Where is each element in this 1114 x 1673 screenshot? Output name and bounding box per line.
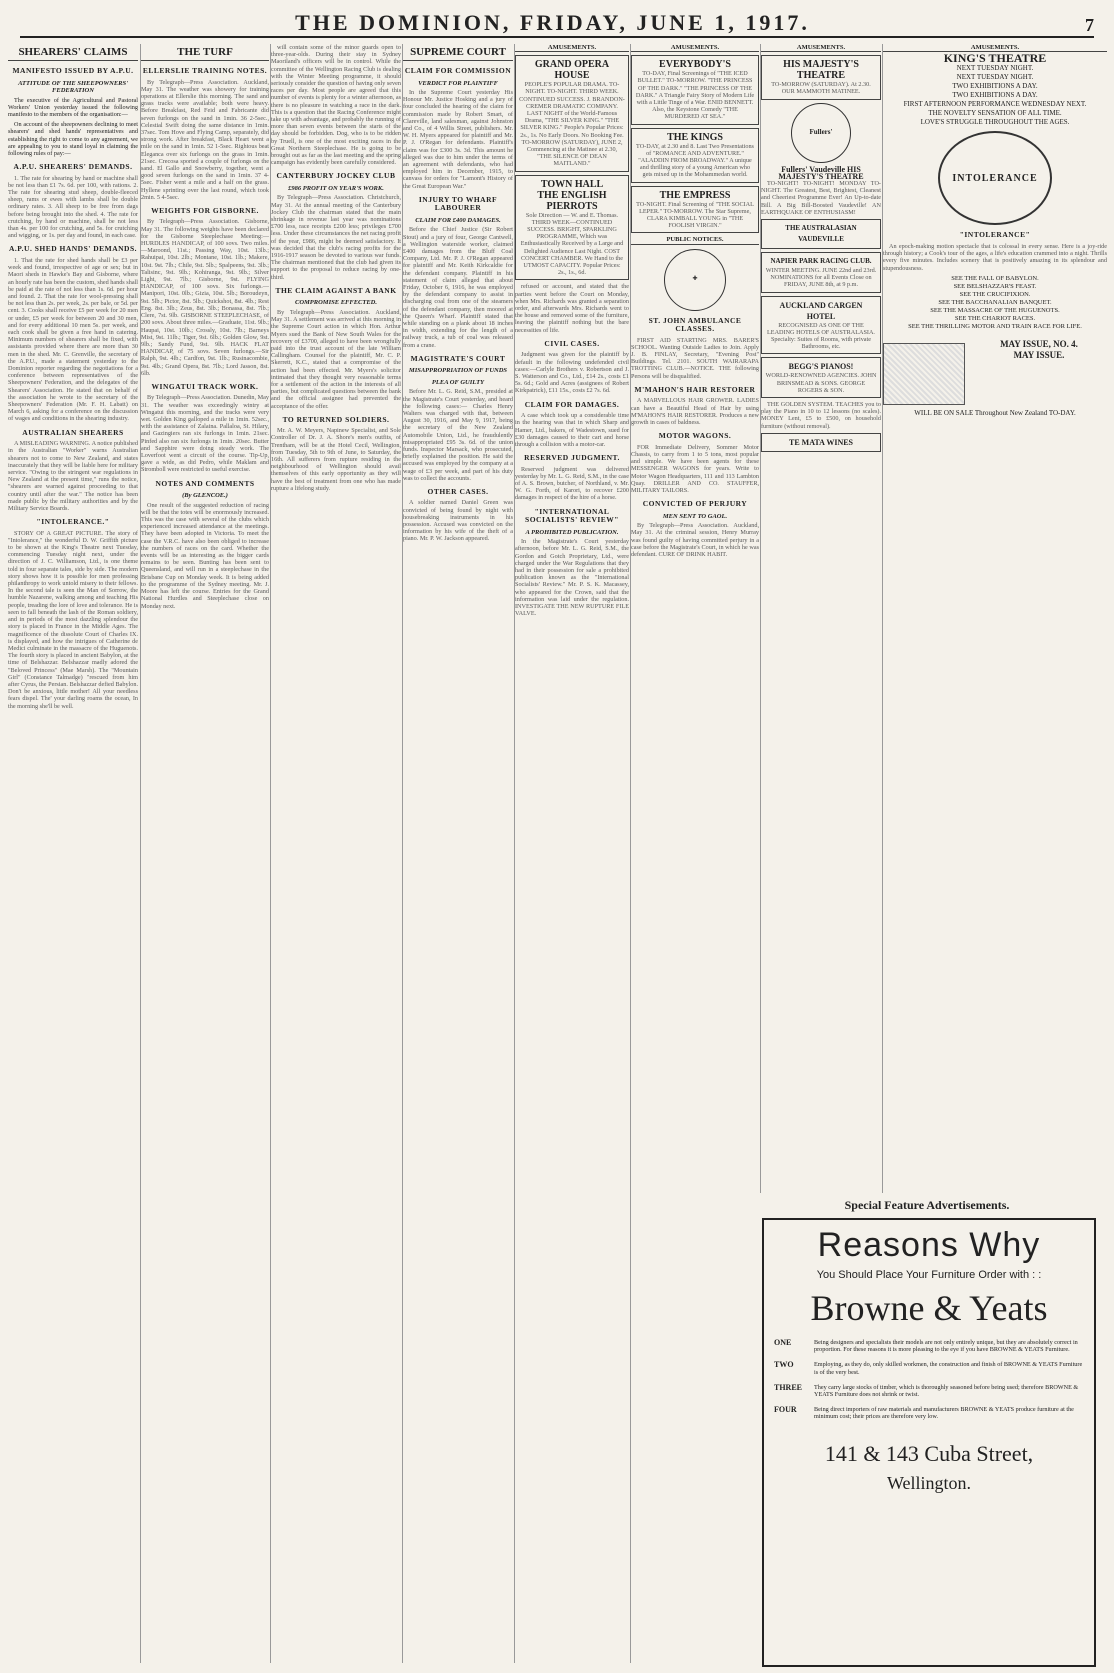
kings-line-2: NEXT TUESDAY NIGHT.	[956, 73, 1034, 82]
kings-line-4: TWO EXHIBITIONS A DAY.	[952, 91, 1038, 100]
kings-line-1: NEXT TUESDAY NIGHT.	[956, 64, 1034, 73]
masthead-title: THE DOMINION, FRIDAY, JUNE 1, 1917.	[295, 10, 810, 35]
body-text: A soldier named Daniel Green was convicted of being found by night with housebreaking instruments in his possession. Accused was convicted on the information by his wife of the theft of a piano. Mr. P. W. Jackson appeared.	[403, 499, 513, 543]
socialists-review: "INTERNATIONAL SOCIALISTS' REVIEW"	[525, 506, 619, 525]
st-john-classes: ST. JOHN AMBULANCE CLASSES.	[648, 315, 742, 334]
gisborne-weights: WEIGHTS FOR GISBORNE.	[151, 205, 259, 215]
glencoe-byline: (By GLENCOE.)	[182, 492, 228, 500]
on-sale: WILL BE ON SALE Throughout New Zealand TO-DAY.	[914, 408, 1076, 417]
ad-text: TO-DAY, at 2.30 and 8. Last Two Presentations of "ROMANCE AND ADVENTURE." "ALADDIN FROM BROADWAY." A unique and thrilling story of a young American who gets mixed up in the Mohammedan world.	[636, 142, 754, 179]
motor-wagons: MOTOR WAGONS.	[658, 431, 732, 441]
body-text: By Telegraph—Press Association. Dunedin, May 31. The weather was exceedingly wintry at Wingatui this morning, and the tracks were very wet. Golden King galloped a mile in 1min. 52sec., with the assistance of Zalaina. Pallaloa, St. Hilary, and Gazingiers ran six furlongs in 1min. 21sec. Pinfed also ran six furlongs in 1min. 20sec. Butter and Sapphire were doing steady work. The Loverfoot went a circuit of the course. Tip-Up, gave a wide, as did Pedro, while Maklam and Stromboll were restricted to useful exercise.	[141, 394, 269, 474]
te-mata-title: TE MATA WINES	[788, 437, 853, 447]
amusements-heading: AMUSEMENTS.	[761, 44, 881, 52]
body-text: FOR Immediate Delivery, Sommer Motor Chassis, to carry from 1 to 5 tons, most popular and simple. We have been agents for these MESSENGER WAGONS for years. Write to Motor Wagon Headquarters, 111 and 113 Lambton Quay. DRILLER AND CO. STAUFFER, MILITARY TAILORS.	[631, 443, 759, 494]
empress-title: THE EMPRESS	[659, 189, 731, 201]
reason-row	[774, 1384, 1084, 1398]
body-text: 1. The rate for shearing by hand or machine shall be not less than £1 7s. 6d. per 100, with rations. 2. The rate for shearing stud sheep, double-fleeced sheep, rams or ewes with lambs shall be double ordinary rates. 3. All sheep to be free from dags before being brought into the shed. 4. The rate for crutching, by hand or machine, shall be not less than 4s. per 100 for crutching, and 5s. for crutching and wigging, or 1s. per day and found, in each case.	[8, 174, 138, 240]
misappropriation-funds: MISAPPROPRIATION OF FUNDS	[408, 367, 508, 375]
body-text: A MARVELLOUS HAIR GROWER. LADIES can have a Beautiful Head of Hair by using M'MAHON'S HAIR RESTORER. Produces a new growth in cases of baldness.	[631, 397, 759, 426]
shearers-demands: A.P.U. SHEARERS' DEMANDS.	[13, 162, 133, 172]
claim-against-bank: THE CLAIM AGAINST A BANK	[275, 285, 397, 295]
body-text: By Telegraph—Press Association. Auckland, May 31. At the criminal session, Henry Murray was found guilty of having committed perjury in a case before the Magistrate's Court, in which he was defendant. CURE OF DRINK HABIT.	[631, 522, 759, 558]
fullers-logo-icon: Fullers'	[791, 103, 851, 163]
body-text: Judgment was given for the plaintiff by default in the following undefended civil cases:—Carlyle Brothers v. Robertson and J. S. Watterson and Co., Ltd., £14 2s., costs £1 5s. 6d.; Gold and Acres (assignees of Robert Kirkpatrick), £11 15s., costs £2 7s. 6d.	[515, 351, 629, 395]
cargen-title: AUCKLAND CARGEN HOTEL	[779, 300, 863, 321]
returned-soldiers: TO RETURNED SOLDIERS.	[282, 414, 390, 424]
jonbull-block	[883, 339, 1107, 409]
see-4: SEE THE BACCHANALIAN BANQUET.	[938, 298, 1052, 306]
column-amusements-2	[630, 44, 759, 1663]
browne-yeats-ad	[762, 1218, 1096, 1667]
magistrates-court: MAGISTRATE'S COURT	[410, 353, 506, 363]
intolerance-title: "INTOLERANCE"	[959, 230, 1031, 240]
kings-line-7: LOVE'S STRUGGLE THROUGHOUT THE AGES.	[920, 118, 1070, 127]
kings-line-5: FIRST AFTERNOON PERFORMANCE WEDNESDAY NEXT.	[903, 100, 1087, 109]
see-5: SEE THE MASSACRE OF THE HUGUENOTS.	[930, 306, 1060, 314]
body-text: By Telegraph—Press Association. Christchurch, May 31. At the annual meeting of the Canterbury Jockey Club the chairman stated that the main shrinkage in revenue last year was nominations £700 less, race receipts £200 less; privileges £700 less. Under these circumstances the net racing profit of the year, £986, might be deemed satisfactory. It was decided that the club's racing profits for the 1916-1917 season be devoted to various war funds. The chairman mentioned that the club had given its support to the proposal to reduce racing by one-third.	[271, 194, 401, 281]
kings-line-3: TWO EXHIBITIONS A DAY.	[952, 82, 1038, 91]
jonbull-illustration-icon	[883, 343, 965, 405]
notes-comments: NOTES AND COMMENTS	[155, 478, 255, 488]
reason-num: FOUR	[774, 1405, 797, 1415]
reasons-address: 141 & 143 Cuba Street,	[824, 1440, 1034, 1466]
wingatui-work: WINGATUI TRACK WORK.	[151, 381, 259, 391]
shearers-attitude: ATTITUDE OF THE SHEEPOWNERS' FEDERATION	[18, 79, 128, 94]
begg-title: BEGG'S PIANOS!	[788, 362, 854, 372]
body-text: An epoch-making motion spectacle that is colossal in every sense. Here is a joy-ride through history; a Cook's tour of the ages, a life's education crammed into a night. Thrills every five minutes. Includes scenery that is positively amazing in its splendour and stupendousness.	[883, 242, 1107, 272]
amusements-heading: AMUSEMENTS.	[883, 44, 1107, 52]
vaudeville-ad	[761, 219, 881, 249]
kings-title: THE KINGS	[667, 131, 723, 143]
sent-to-gaol: MEN SENT TO GAOL.	[662, 512, 728, 520]
claim-400-damages: CLAIM FOR £400 DAMAGES.	[415, 216, 501, 224]
body-text: refused or account, and stated that the parties went before the Court on Monday, when Mrs. Richards was granted a separation order, and afterwards Mrs. Richards went to the house and removed some of the furniture, leaving the plaintiff nothing but the bare necessities of life.	[515, 283, 629, 334]
te-mata-ad	[761, 433, 881, 452]
ellerslie-notes: ELLERSLIE TRAINING NOTES.	[142, 66, 268, 75]
column-amusements-3	[760, 44, 881, 1193]
page-number: 7	[1084, 15, 1094, 35]
reasons-sub: You Should Place Your Furniture Order with : :	[816, 1269, 1042, 1281]
supreme-court-heading: SUPREME COURT	[403, 46, 513, 61]
see-3: SEE THE CRUCIFIXION.	[959, 290, 1031, 298]
grand-opera-ad	[515, 55, 629, 171]
civil-cases: CIVIL CASES.	[544, 338, 600, 348]
town-hall-ad	[515, 175, 629, 281]
cargen-ad	[761, 296, 881, 355]
reason-num: TWO	[774, 1360, 794, 1370]
see-1: SEE THE FALL OF BABYLON.	[951, 274, 1039, 282]
body-text: Reserved judgment was delivered yesterday by Mr. L. G. Reid, S.M., in the case of A. S. Brown, butcher, of Northland, v. Mr. W. G. Forth, of Karori, to recover £200 damages in respect of the hire of a horse.	[515, 465, 629, 502]
reason-num: THREE	[774, 1382, 803, 1392]
reason-text: Being designers and specialists their models are not only entirely unique, but they are absolutely correct in proportion. For these reasons it is more pleasing to the eye if you have BROWNE & YEATS Furniture.	[814, 1339, 1078, 1354]
ad-text: TO-DAY, Final Screenings of "THE ICED BULLET." TO-MORROW. "THE PRINCESS OF THE DARK." "THE PRINCESS OF THE DARK." A Triangle Fairy Story of Modern Life with a Little Tinge of a War. ENID BENNETT. Also, the Keystone Comedy "THE MURDERED AT SEA."	[635, 70, 755, 121]
everybodys-title: EVERYBODY'S	[659, 59, 731, 71]
claim-commission: CLAIM FOR COMMISSION	[404, 66, 512, 75]
column-shearers	[8, 44, 138, 1663]
see-7: SEE THE THRILLING MOTOR AND TRAIN RACE FOR LIFE.	[908, 322, 1082, 330]
kings-theatre-title: KING'S THEATRE	[943, 51, 1047, 66]
public-notices-heading: PUBLIC NOTICES.	[631, 236, 759, 244]
reason-row	[774, 1406, 1084, 1420]
may-issue-block	[971, 339, 1107, 409]
convicted-perjury: CONVICTED OF PERJURY	[642, 499, 748, 509]
town-hall-title: TOWN HALL	[540, 178, 604, 190]
empress-ad	[631, 186, 759, 234]
intolerance-notice: "INTOLERANCE."	[36, 517, 110, 527]
napier-ad	[761, 252, 881, 293]
ad-text: WORLD-RENOWNED AGENCIES. JOHN BRINSMEAD & SONS. GEORGE ROGERS & SON.	[765, 372, 877, 394]
other-cases: OTHER CASES.	[427, 486, 489, 496]
amusements-heading: AMUSEMENTS.	[515, 44, 629, 52]
his-majestys-title: HIS MAJESTY'S THEATRE	[783, 59, 859, 82]
plea-guilty: PLEA OF GUILTY	[431, 378, 485, 386]
column-supreme-court	[402, 44, 513, 1663]
shearers-manifesto: MANIFESTO ISSUED BY A.P.U.	[12, 66, 134, 75]
body-text: In the Supreme Court yesterday His Honour Mr. Justice Hosking and a jury of four concluded the hearing of the claim for commission made by Robert Smart, of Clareville, land salesman, against Johnston and Co., of 4 Willis Street, publishers. Mr. W. H. Myers appeared for plaintiff and Mr. P. J. O'Regan for defendants. Plaintiff's claim was for £300 3s. 3d. This amount he alleged was due to him under the terms of an agreement with defendants, who had employed him in December, 1915, to canvass for orders for "Lamont's History of the Great European War."	[403, 89, 513, 190]
may-issue: MAY ISSUE, NO. 4.	[1000, 338, 1078, 349]
reason-text: They carry large stocks of timber, which is thoroughly seasoned before being used; therefore BROWNE & YEATS Furniture does not shrink or twist.	[814, 1383, 1079, 1399]
reasons-title: Reasons Why	[817, 1226, 1041, 1264]
shearers-para1: The executive of the Agricultural and Pastoral Workers' Union yesterday issued the following manifesto to the members of the organisation:—	[8, 96, 138, 118]
shed-hands-demands: A.P.U. SHED HANDS' DEMANDS.	[8, 244, 138, 254]
grand-opera-title: GRAND OPERA HOUSE	[534, 59, 610, 82]
injury-wharf-labourer: INJURY TO WHARF LABOURER	[418, 194, 498, 213]
body-text: A MISLEADING WARNING. A notice published in the Australian "Worker" warns Australian shearers not to come to New Zealand, and states inaccurately that they will be liable here for military service. "Owing to the stringent war regulations in New Zealand at the present time," runs the notice, "shearers are warned against proceeding to that country until after the war." The notice has been made public by the military authorities and by the Military Service Boards.	[8, 440, 138, 512]
amusements-heading: AMUSEMENTS.	[631, 44, 759, 52]
body-text: STORY OF A GREAT PICTURE. The story of "Intolerance," the wonderful D. W. Griffith picture to be shown at the King's Theatre next Tuesday, commencing Tuesday night next, under the direction of J. C. Williamson, Ltd., is one theme told in four separate tales, side by side. The modern story shows how it is possible for men professing philanthropy to work untold misery to their fellows. In the second tale is seen the Man of Sorrow, the humble Nazarene, walking among and teaching His people, treading the lore of love and tolerance. He is seen to fall beneath the lash of the Roman soldiery, and in periods of the most dazzling splendour the story is placed in France in the Middle Ages. The magnificence of the dissolute Court of Charles IX. is displayed, and how the intrigues of Catherine de Medici culminate in the massacre of the Huguenots. The fourth story is placed in ancient Babylon, at the time of Belshazzar. Belshazzar madly adored the "Beloved Princess" (Mae Marsh). The "Mountain Girl" (Constance Talmadge) "rescued from him after Cyrus, the Persian. Belshazzar defied Babylon. Don't be anxious, little mother! All your needless fears dispel. The' your darling roams the ocean, In the morning she'll be well.	[8, 529, 138, 710]
hair-restorer: M'MAHON'S HAIR RESTORER	[634, 384, 756, 394]
ad-text: TO-MORROW (SATURDAY). At 2.30. OUR MAMMOTH MATINEE.	[771, 81, 871, 96]
reasons-town: Wellington.	[886, 1472, 972, 1493]
reserved-judgment: RESERVED JUDGMENT.	[524, 453, 620, 463]
body-text: TO-NIGHT! TO-NIGHT! MONDAY TO-NIGHT. The Greatest, Best, Brightest, Cleanest and Cheeriest Programme Ever! An Up-to-date Bill. A Big Bill-Boosted Vaudeville! AN EARTHQUAKE OF ENTHUSIASM!	[761, 180, 881, 216]
prohibited-publication: A PROHIBITED PUBLICATION.	[525, 528, 619, 536]
body-text: Before the Chief Justice (Sir Robert Stout) and a jury of four, George Cantwell, a Wellington waterside worker, claimed £400 damages from the Bluff Coal Company, Ltd. Mr. P. J. O'Regan appeared for plaintiff and Mr. Keith Kirkcaldie for the defendant company. Plaintiff in his statement of claim alleged that about Friday, October 6, 1916, he was employed by the defendant company to assist in discharging coal from one of the steamers of the defendant company, then moored at the Queen's Wharf. Plaintiff stated that while standing on a plank about 18 inches in width, extending for the length of a railway truck, a tub of coal was released from a crane.	[403, 226, 513, 349]
canterbury-profit: £986 PROFIT ON YEAR'S WORK.	[288, 184, 384, 192]
column-canterbury	[270, 44, 401, 1663]
see-2: SEE BELSHAZZAR'S FEAST.	[953, 282, 1037, 290]
ad-text: PEOPLE'S POPULAR DRAMA. TO-NIGHT. TO-NIGHT. THIRD WEEK. CONTINUED SUCCESS. J. BRANDON-CREMER DRAMATIC COMPANY. LAST NIGHT of the World-Famous Drama, "THE SILVER KING." "THE SILVER KING." People's Popular Prices: 2s., 1s. No Early Doors. No Booking Fee. TO-MORROW (SATURDAY), JUNE 2, Commencing at the Matinee at 2.30, "THE SILENCE OF DEAN MAITLAND."	[519, 81, 625, 168]
compromise-effected: COMPROMISE EFFECTED.	[295, 299, 377, 307]
reason-num: ONE	[774, 1338, 792, 1347]
vaudeville-title: THE AUSTRALASIAN VAUDEVILLE	[785, 224, 857, 244]
intolerance-logo-icon: INTOLERANCE	[938, 131, 1052, 225]
claim-for-damages: CLAIM FOR DAMAGES.	[524, 399, 620, 409]
body-text: One result of the suggested reduction of racing will be that the totes will be enormously increased. This was the case with several of the clubs which experienced increased attendance at the meetings. They have been adopted in Victoria. To meet the case the V.R.C. have also been obliged to increase the numbers of races on the card. Whether the events will be as interesting as the bigger cards remains to be seen. Bunting has been sent to Queensland, and will run in a steeplechase in the Brisbane Cup on Monday week. It is being added to the programme of the Sydney meeting. Mr. J. Moore has left the course. Entries for the Grand National Hurdles and Steeplechase close on Monday next.	[141, 501, 269, 610]
body-text: 1. That the rate for shed hands shall be £3 per week and found, irrespective of age or sex; but in Maori sheds in Hawke's Bay and Gisborne, where an hourly rate has been the custom, shed hands shall be paid at the rate of not less than 1s. 6d. per hour and found. 2. That the rate for wool-pressing shall be not less than 2s. per week, 2s. per bale, or 5d. per cent. 3. Cooks shall receive £5 per week for 20 men or under, £5 per week for between 20 and 30 men, and for every additional 10 men 5s. per week, and each cook shall be given a free hand in catering. Minimum numbers of shearers shall be fixed, with assistants provided where there are more than 30 men in the shed. Mr. C. Grenville, the secretary of the A.P.U., made a statement yesterday to the Dominion reporter regarding the negotiations for a conference between representatives of the Sheepowners' Federation, and the delegates of the Shearers' Association. He stated that on behalf of the association he wrote to the secretary of the Sheepowners' Federation (Mr. F. H. Labatt) on March 6, asking for a conference on the discussion of wages and conditions in the shearing industry.	[8, 256, 138, 423]
see-6: SEE THE CHARIOT RACES.	[954, 314, 1036, 322]
body-text: By Telegraph—Press Association. Auckland, May 31. A settlement was arrived at this morning in the Supreme Court action in which Hon. Arthur Myers sued the Bank of New South Wales for the recovery of £3700, alleged to have been wrongfully paid into the trust account of the late William Callingham. Counsel for the plaintiff, Mr. C. P. Skerrett, K.C., stated that a compromise of the action had been effected. Mr. Myers's solicitor intimated that they thought very reasonable terms for a settlement of the action in the interests of all parties, but complicated questions between the bank and the official assignee had prevented the acceptance of the offer.	[271, 308, 401, 410]
english-pierrots-title: THE ENGLISH PIERROTS	[537, 189, 607, 212]
body-text: will contain some of the minor guards open to three-year-olds. During their stay in Sydney Maoriland's officers will be in control. While the committee of the Wellington Racing Club is dealing with the Winter Meeting programme, it should seriously consider the question of having only seven races per day. Most people are agreed that this number of events is plenty for a winter afternoon, as there is no pleasure in watching a race in the dark. This is a question that the Racing Conference might take up with advantage, and probably the running of more than seven events between the starts of the day should be forbidden. Dog, who is to be ridden by Truell, is one of the most exciting races in the Great Northern Steeplechase. He is going to be brought out as far as the last meeting and the spring campaign has evidently been carefully considered.	[271, 44, 401, 167]
verdict-plaintiff: VERDICT FOR PLAINTIFF	[418, 79, 498, 87]
fullers-title: Fullers' Vaudeville HIS MAJESTY'S THEATRE	[778, 164, 864, 181]
shearers-heading: SHEARERS' CLAIMS	[8, 46, 138, 61]
his-majestys-ad	[761, 55, 881, 99]
turf-heading: THE TURF	[141, 46, 269, 61]
reason-text: Being direct importers of raw materials and manufacturers BROWNE & YEATS produce furniture at the minimum cost; their prices are therefore very low.	[814, 1406, 1074, 1421]
body-text: A case which took up a considerable time in the hearing was that in which Sharp and Hamer, Ltd., bakers, of Wadestown, sued for £30 damages caused to their cart and horse through a collision with a motor-car.	[515, 412, 629, 448]
body-text: Before Mr. L. G. Reid, S.M., presided at the Magistrate's Court yesterday, and heard the following cases:— Charles Henry Walters was charged with that, between August 30, 1916, and May 9, 1917, being the secretary of the New Zealand Automobile Union, Ltd., he fraudulently misappropriated £95 3s. 6d. of the union funds. Inspector Marsack, who prosecuted, briefly explained the position. He said the accused was employed by the company at a wage of £3 per week, and part of his duty was to collect the accounts.	[403, 388, 513, 482]
body-text: In the Magistrate's Court yesterday afternoon, before Mr. L. G. Reid, S.M., the Gordon and Gotch Proprietary, Ltd., were charged under the War Regulations that they had in their possession for sale a prohibited publication known as the "International Socialists' Review." Mr. P. S. K. Macassey, who appeared for the Crown, said that the information was laid under the regulation. INVESTIGATE THE NEW RUPTURE FILE VALVE.	[515, 538, 629, 618]
kings-line-6: THE NOVELTY SENSATION OF ALL TIME.	[928, 109, 1062, 118]
reason-row	[774, 1339, 1084, 1353]
special-feature-heading: Special Feature Advertisements.	[844, 1198, 1010, 1212]
column-turf	[140, 44, 269, 1663]
column-kings-theatre	[882, 44, 1107, 1193]
australian-shearers: AUSTRALIAN SHEARERS	[22, 427, 124, 437]
body-text: By Telegraph—Press Association. Auckland, May 31. The weather was showery for training operations at Ellerslie this morning. The sand and grass tracks were available; both were heavy. Before Breakfast, Red Feid and Fabricante did seven furlongs on the sand in 1min. 36 2-5sec., Celestial Swift doing the same distance in 1min. 37sec. Tom Hove and Flying Camp, separately, did strong work. After breakfast, Black Heart went a mile on the sand in 1min. 52 1-5sec. Rightous beat Eleganca over six furlongs on the grass in 1min. 21sec. Crecosa sported a couple of furlongs on the sand. El Gallo and Snowberry, together, went a good seven furlongs on the sand in 1min. 37 4-5sec. Fisher went a mile and a half on the grass. Hyllene sprinting over the last round, which took 2min. 5 4-5sec.	[141, 78, 269, 201]
body-text: THE GOLDEN SYSTEM. TEACHES you to play the Piano in 10 to 12 lessons (no scales). MONEY Lent, £5 to £500, on household furniture (without removal).	[761, 401, 881, 430]
ad-text: WINTER MEETING. JUNE 22nd and 23rd. NOMINATIONS for all Events Close on FRIDAY, JUNE 8th, at 9 p.m.	[765, 267, 877, 289]
reasons-brand: Browne & Yeats	[810, 1288, 1048, 1328]
ad-text: RECOGNISED AS ONE OF THE LEADING HOTELS OF AUSTRALASIA. Specialty: Suites of Rooms, with private Bathrooms, etc.	[767, 321, 875, 351]
body-text: Mr. A. W. Meyers, Napinew Specialist, and Sole Controller of Dr. J. A. Shore's men's outfits, of Trentham, will be at the Hotel Cecil, Wellington, from Tuesday, 5th to 9th of June, to Saturday, the 16th. All sufferers from rupture residing in the neighbourhood of Wellington should avail themselves of this early opportunity as they will have the best of treatment from one who has made rupture a lifelong study.	[271, 427, 401, 492]
everybodys-ad	[631, 55, 759, 124]
reason-row	[774, 1361, 1084, 1375]
ad-text: TO-NIGHT. Final Screening of "THE SOCIAL LEPER." TO-MORROW. The Star Supreme, CLARA KIMBALL YOUNG in "THE FOOLISH VIRGIN."	[636, 200, 754, 230]
body-text: FIRST AID STARTING MRS. BARER'S SCHOOL. Wanting Outside Ladies to Join. Apply J. B. FINLAY, Secretary, "Evening Post" Buildings. Tel. 2101. SOUTH WAIRARAPA TROTTING CLUB.—NOTICE. THE following Persons will be disqualified.	[631, 336, 759, 380]
st-john-badge-icon: ✚	[664, 249, 726, 311]
ad-text: Sole Direction — W. and E. Thomas. THIRD WEEK—CONTINUED SUCCESS. BRIGHT, SPARKLING PROGRAMME, Which was Enthusiastically Received by a Large and Delighted Audience Last Night. COST CONCERT CHAMBER. We Hand to the UTMOST CAPACITY. Popular Prices: 2s., 1s., 6d.	[520, 211, 624, 277]
column-amusements-1	[514, 44, 629, 1663]
body-text: By Telegraph—Press Association. Gisborne, May 31. The following weights have been declared for the Gisborne Steeplechase Meeting:— HURDLES HANDICAP, of 100 sovs. Two miles.—Maroond, 11st.; Passing Way, 10st. 13lb.; Rahuipai, 10st. 2lb.; Montane, 10st. 1lb.; Makere, 10st. 9st. 7lb.; Chile, 9st. 5lb.; Spalpeens, 9st. 3lb.; Talisinc, 9st. 9lb.; Kohiranga, 9st. 9lb.; Silver Light, 9st. 7lb.; Gisborne, 9st. FLYING HANDICAP, of 100 sovs. Six furlongs.—Manipori, 10st. 0lb.; Gizia, 10st. 5lb.; Boroudeyn, 9st. 5lb.; Pictor, 8st. 5lb.; Quickshot, 8st. 4lb.; Rest Eng. 8st. 3lb.; Zeus, 8st. 3lb.; Bonassa, 8st. 7lb.; Clere, 7st. 9lb. GISBORNE STEEPLECHASE, of 200 sovs. About three miles.—Graduate, 11st. 9lb.; Haupai, 10st. 10lb.; Crossly, 10st. 7lb.; Barneys Mist, 9st. 11lb.; Tiger, 9st. 6lb.; Golden Glow, 9st. 9lb.; Sandy Fund, 9st. 9lb. HACK FLAT HANDICAP, of 75 sovs. Seven furlongs.—Sir Ralph, 9st. 4lb.; Cardfon, 9st. 1lb.; Rusinacombie, 9st. 4lb.; Grand Opera, 8st. 7lb.; Lord Jasson, 8st. 6lb.	[141, 218, 269, 377]
masthead	[20, 6, 1094, 38]
reason-text: Employing, as they do, only skilled workmen, the construction and finish of BROWNE & YEATS Furniture is of the very best.	[814, 1361, 1083, 1376]
kings-theatre-ad	[631, 128, 759, 183]
shearers-para2: On account of the sheepowners declining to meet shearers' and shed hands' representatives and establishing the right to come to any agreement, we are appealing to you to stand loyal in claiming the following rules of pay:—	[8, 121, 138, 157]
begg-ad	[761, 357, 881, 398]
may-issue-2: MAY ISSUE.	[1013, 349, 1065, 360]
napier-title: NAPIER PARK RACING CLUB.	[770, 257, 872, 266]
canterbury-jockey-club: CANTERBURY JOCKEY CLUB	[276, 171, 396, 181]
